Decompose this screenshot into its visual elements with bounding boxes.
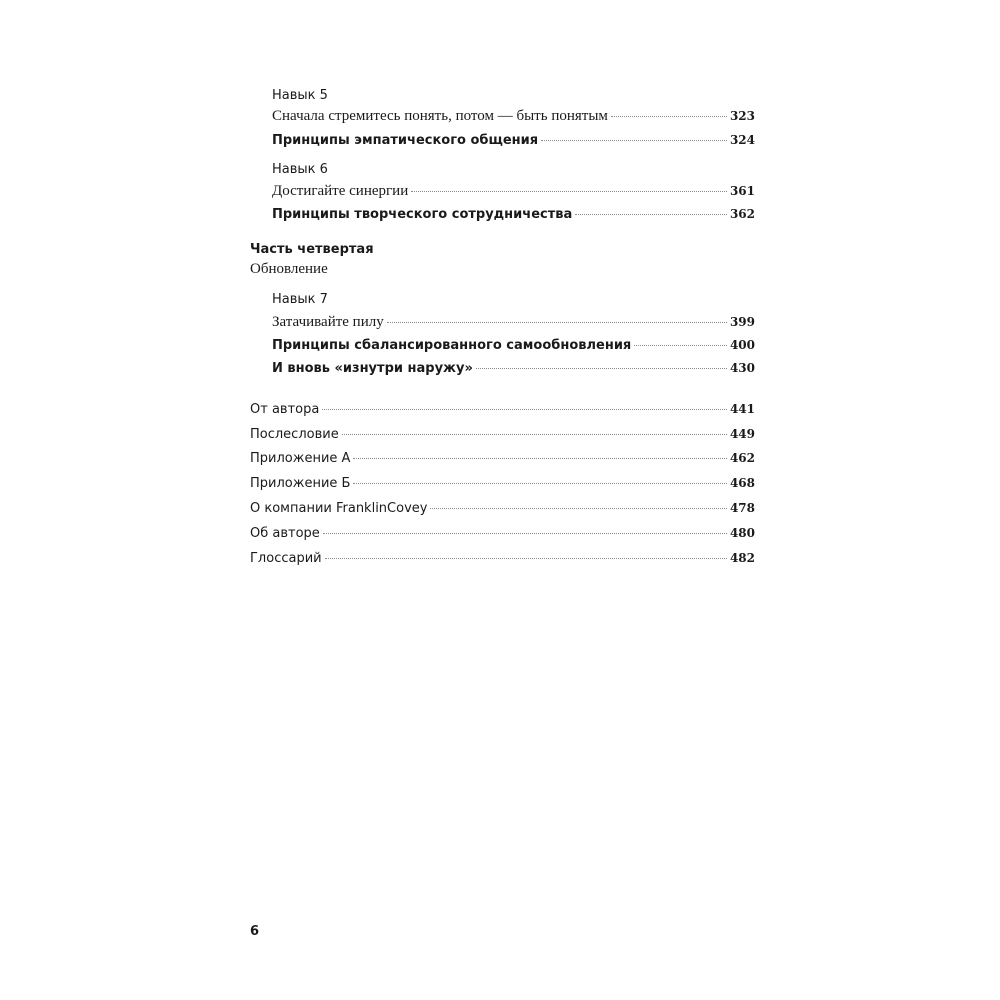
toc-entry-page: 462 <box>729 451 755 465</box>
part-title: Часть четвертая <box>250 242 374 257</box>
toc-entry-page: 480 <box>729 526 755 540</box>
toc-entry-page: 362 <box>729 207 755 221</box>
habit-6-label: Навык 6 <box>272 162 328 177</box>
toc-entry-backmatter <box>250 501 755 516</box>
dot-leader <box>353 458 727 459</box>
toc-entry-title: Приложение А <box>250 451 351 466</box>
habit-7-label: Навык 7 <box>272 292 328 307</box>
toc-entry-title: О компании FranklinCovey <box>250 501 428 516</box>
toc-entry-title: Достигайте синергии <box>272 183 409 199</box>
toc-entry-backmatter <box>250 526 755 541</box>
dot-leader <box>353 483 726 484</box>
toc-entry-habit-5-chapter <box>272 108 755 125</box>
dot-leader <box>430 508 726 509</box>
toc-entry-habit-7-chapter <box>272 314 755 331</box>
page-number: 6 <box>250 924 260 939</box>
toc-entry-page: 449 <box>729 427 755 441</box>
toc-entry-habit-6-principles <box>272 207 755 222</box>
toc-entry-page: 361 <box>729 184 755 198</box>
toc-entry-backmatter <box>250 451 755 466</box>
toc-entry-page: 430 <box>729 361 755 375</box>
toc-entry-title: Послесловие <box>250 427 339 442</box>
dot-leader <box>575 214 727 215</box>
toc-entry-title: Глоссарий <box>250 551 322 566</box>
toc-entry-title: Принципы творческого сотрудничества <box>272 207 573 222</box>
toc-entry-title: Об авторе <box>250 526 320 541</box>
toc-entry-title: Принципы сбалансированного самообновления <box>272 338 632 353</box>
toc-entry-title: И вновь «изнутри наружу» <box>272 361 473 376</box>
dot-leader <box>322 409 727 410</box>
toc-entry-page: 478 <box>729 501 755 515</box>
dot-leader <box>634 345 727 346</box>
part-subtitle: Обновление <box>250 261 328 277</box>
habit-5-label: Навык 5 <box>272 88 328 103</box>
toc-entry-habit-7-again <box>272 361 755 376</box>
toc-entry-title: Затачивайте пилу <box>272 314 384 330</box>
toc-entry-title: От автора <box>250 402 320 417</box>
dot-leader <box>611 116 727 117</box>
toc-entry-page: 399 <box>729 315 755 329</box>
toc-entry-habit-5-principles <box>272 133 755 148</box>
toc-entry-title: Приложение Б <box>250 476 351 491</box>
toc-entry-backmatter <box>250 476 755 491</box>
toc-entry-backmatter <box>250 402 755 417</box>
toc-entry-page: 324 <box>729 133 755 147</box>
toc-entry-title: Принципы эмпатического общения <box>272 133 539 148</box>
toc-entry-page: 482 <box>729 551 755 565</box>
dot-leader <box>476 368 727 369</box>
dot-leader <box>541 140 727 141</box>
dot-leader <box>323 533 727 534</box>
toc-entry-page: 468 <box>729 476 755 490</box>
toc-entry-page: 323 <box>729 109 755 123</box>
dot-leader <box>342 434 727 435</box>
toc-entry-page: 400 <box>729 338 755 352</box>
dot-leader <box>387 322 727 323</box>
toc-entry-page: 441 <box>729 402 755 416</box>
toc-entry-habit-7-principles <box>272 338 755 353</box>
toc-entry-habit-6-chapter <box>272 183 755 200</box>
dot-leader <box>325 558 727 559</box>
toc-entry-title: Сначала стремитесь понять, потом — быть понятым <box>272 108 608 124</box>
dot-leader <box>411 191 727 192</box>
toc-entry-backmatter <box>250 427 755 442</box>
toc-entry-backmatter <box>250 551 755 566</box>
